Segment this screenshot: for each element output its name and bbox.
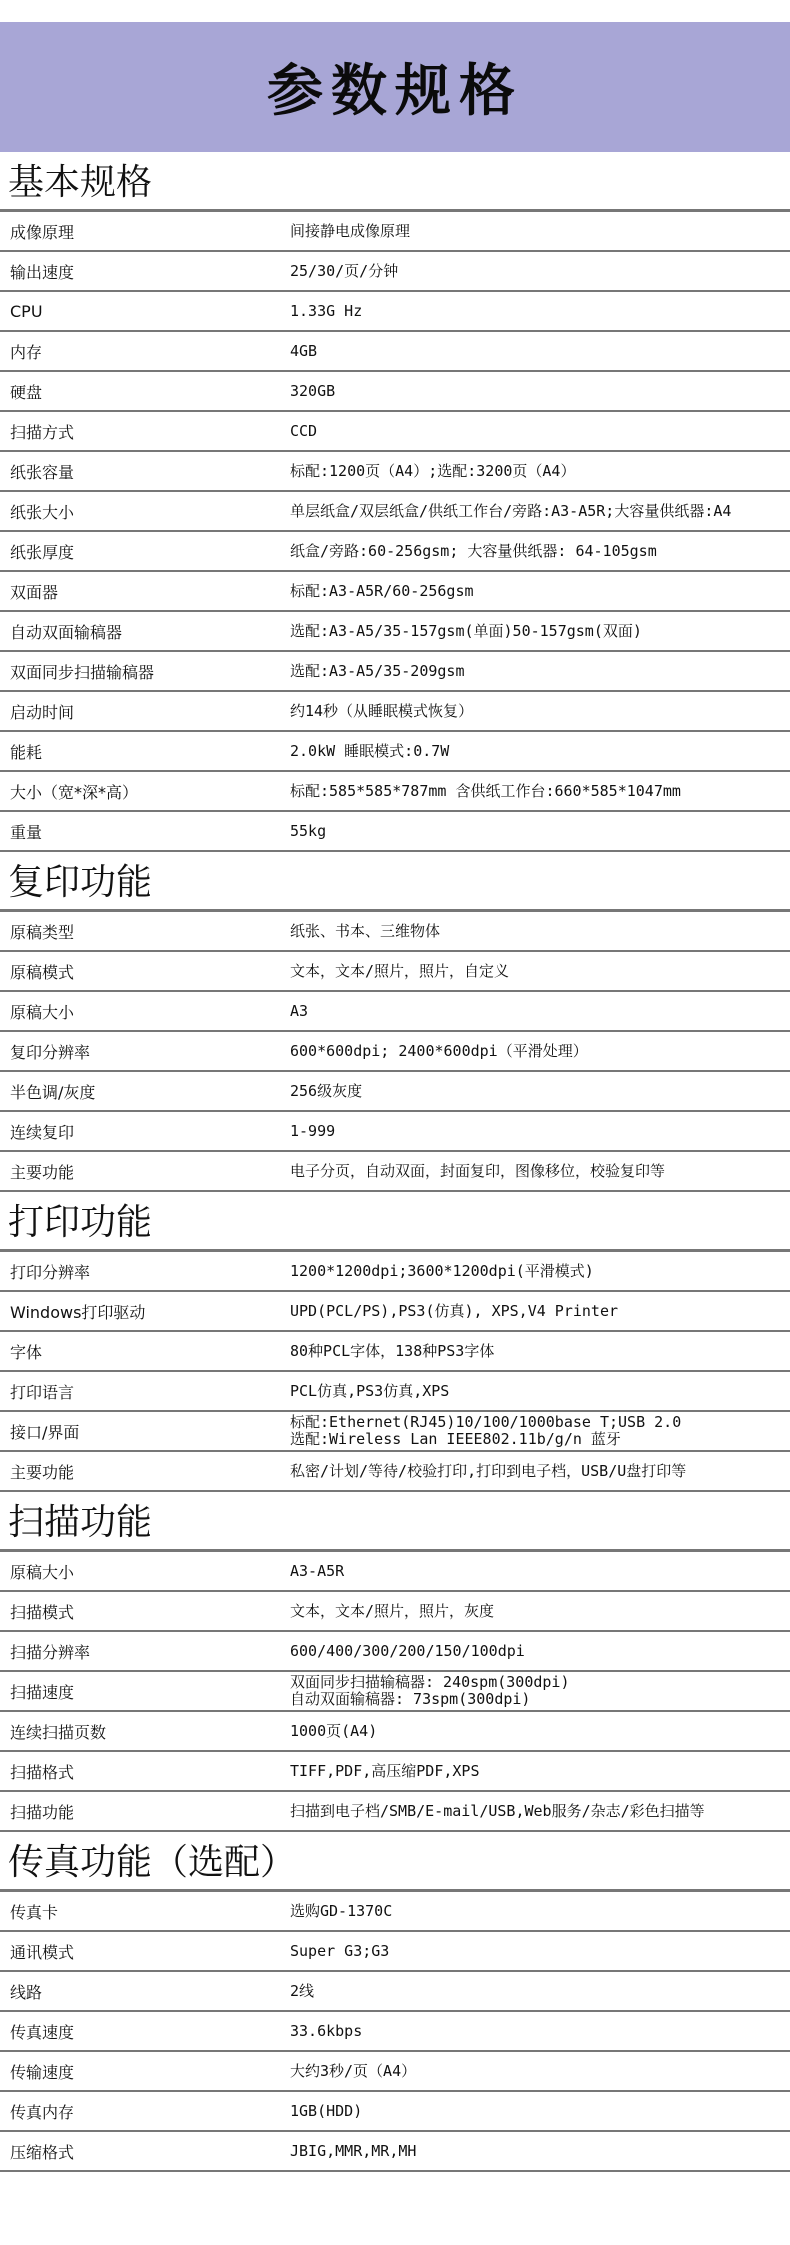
spec-value-line: 双面同步扫描输稿器: 240spm(300dpi)	[290, 1674, 570, 1691]
spec-section	[0, 152, 790, 852]
spec-value	[290, 1674, 790, 1708]
spec-row	[0, 532, 790, 572]
spec-value-line: 80种PCL字体，138种PS3字体	[290, 1342, 495, 1360]
spec-value	[290, 1563, 790, 1580]
spec-label: 硬盘	[10, 382, 43, 402]
spec-label: 传输速度	[10, 2062, 75, 2082]
spec-value	[290, 1414, 790, 1448]
spec-value	[290, 783, 790, 800]
spec-row	[0, 2132, 790, 2172]
spec-row	[0, 2012, 790, 2052]
spec-value-line: 文本，文本/照片，照片，灰度	[290, 1602, 495, 1620]
spec-value	[290, 663, 790, 680]
spec-value	[290, 383, 790, 400]
spec-value	[290, 1803, 790, 1820]
spec-row	[0, 412, 790, 452]
spec-value	[290, 1043, 790, 1060]
spec-value	[290, 1383, 790, 1400]
spec-row	[0, 1752, 790, 1792]
spec-label: 内存	[10, 342, 43, 362]
spec-label: 主要功能	[10, 1162, 75, 1182]
spec-row	[0, 992, 790, 1032]
spec-value-line: 选配:Wireless Lan IEEE802.11b/g/n 蓝牙	[290, 1430, 621, 1448]
spec-value	[290, 1163, 790, 1180]
spec-label: 输出速度	[10, 262, 75, 282]
spec-label: 扫描分辨率	[10, 1642, 91, 1662]
spec-value	[290, 263, 790, 280]
spec-value	[290, 543, 790, 560]
spec-label: 双面同步扫描输稿器	[10, 662, 155, 682]
spec-value	[290, 1123, 790, 1140]
spec-row	[0, 2092, 790, 2132]
spec-label: 主要功能	[10, 1462, 75, 1482]
spec-value-line: 320GB	[290, 382, 336, 400]
spec-row	[0, 612, 790, 652]
spec-value	[290, 223, 790, 240]
spec-row	[0, 1332, 790, 1372]
spec-label: 打印分辨率	[10, 1262, 91, 1282]
spec-value	[290, 823, 790, 840]
spec-value-line: 纸张、书本、三维物体	[290, 922, 441, 940]
spec-section	[0, 1492, 790, 1832]
spec-value	[290, 703, 790, 720]
spec-row	[0, 252, 790, 292]
spec-value	[290, 623, 790, 640]
spec-row	[0, 1152, 790, 1192]
spec-section	[0, 1832, 790, 2172]
spec-row	[0, 1592, 790, 1632]
spec-row	[0, 1252, 790, 1292]
spec-row	[0, 1072, 790, 1112]
spec-label: CPU	[10, 301, 43, 321]
spec-value-line: JBIG,MMR,MR,MH	[290, 2142, 417, 2160]
spec-row	[0, 1032, 790, 1072]
spec-row	[0, 372, 790, 412]
spec-value	[290, 1903, 790, 1920]
spec-label: 大小（宽*深*高）	[10, 782, 139, 802]
spec-value-line: 1GB(HDD)	[290, 2102, 363, 2120]
spec-value-line: 1-999	[290, 1122, 336, 1140]
spec-value-line: 2.0kW 睡眠模式:0.7W	[290, 742, 450, 760]
spec-value-line: 600/400/300/200/150/100dpi	[290, 1642, 525, 1660]
spec-label: 传真卡	[10, 1902, 59, 1922]
spec-value	[290, 343, 790, 360]
spec-label: 纸张大小	[10, 502, 75, 522]
spec-value-line: 标配:A3-A5R/60-256gsm	[290, 582, 474, 600]
spec-row	[0, 1892, 790, 1932]
spec-label: 双面器	[10, 582, 59, 602]
page-banner	[0, 22, 790, 152]
spec-row	[0, 1292, 790, 1332]
spec-value-line: 私密/计划/等待/校验打印,打印到电子档，USB/U盘打印等	[290, 1462, 687, 1480]
spec-value	[290, 1603, 790, 1620]
spec-label: 扫描方式	[10, 422, 75, 442]
spec-label: 自动双面输稿器	[10, 622, 123, 642]
spec-value	[290, 423, 790, 440]
spec-row	[0, 1372, 790, 1412]
spec-value-line: 2线	[290, 1982, 315, 2000]
section-title: 复印功能	[0, 852, 790, 912]
spec-value-line: TIFF,PDF,高压缩PDF,XPS	[290, 1762, 480, 1780]
spec-label: 线路	[10, 1982, 43, 2002]
section-title: 传真功能（选配）	[0, 1832, 790, 1892]
spec-value	[290, 2143, 790, 2160]
spec-value-line: 电子分页，自动双面，封面复印，图像移位，校验复印等	[290, 1162, 666, 1180]
spec-row	[0, 492, 790, 532]
spec-value-line: 约14秒（从睡眠模式恢复）	[290, 702, 474, 720]
spec-value-line: 1000页(A4)	[290, 1722, 378, 1740]
spec-value	[290, 1263, 790, 1280]
spec-value	[290, 503, 790, 520]
spec-value-line: 文本，文本/照片，照片，自定义	[290, 962, 510, 980]
spec-row	[0, 812, 790, 852]
spec-value	[290, 1723, 790, 1740]
spec-label: 连续复印	[10, 1122, 75, 1142]
spec-label: 成像原理	[10, 222, 75, 242]
spec-label: 通讯模式	[10, 1942, 75, 1962]
spec-value-line: 标配:585*585*787mm 含供纸工作台:660*585*1047mm	[290, 782, 681, 800]
spec-value	[290, 1763, 790, 1780]
spec-value	[290, 743, 790, 760]
spec-label: 半色调/灰度	[10, 1082, 96, 1102]
spec-row	[0, 1552, 790, 1592]
spec-label: 纸张厚度	[10, 542, 75, 562]
spec-label: 接口/界面	[10, 1422, 80, 1442]
spec-value-line: 单层纸盒/双层纸盒/供纸工作台/旁路:A3-A5R;大容量供纸器:A4	[290, 502, 732, 520]
spec-label: 打印语言	[10, 1382, 75, 1402]
spec-label: 原稿模式	[10, 962, 75, 982]
spec-row	[0, 2052, 790, 2092]
section-title: 打印功能	[0, 1192, 790, 1252]
spec-value-line: A3-A5R	[290, 1562, 345, 1580]
spec-value-line: 自动双面输稿器: 73spm(300dpi)	[290, 1690, 531, 1708]
spec-row	[0, 1452, 790, 1492]
spec-label: 连续扫描页数	[10, 1722, 107, 1742]
spec-value-line: 选配:A3-A5/35-157gsm(单面)50-157gsm(双面)	[290, 622, 642, 640]
spec-row	[0, 212, 790, 252]
spec-row	[0, 1412, 790, 1452]
section-title: 基本规格	[0, 152, 790, 212]
spec-row	[0, 292, 790, 332]
spec-value-line: UPD(PCL/PS),PS3(仿真), XPS,V4 Printer	[290, 1302, 619, 1320]
spec-value	[290, 1983, 790, 2000]
spec-value	[290, 1083, 790, 1100]
spec-row	[0, 1112, 790, 1152]
spec-row	[0, 452, 790, 492]
spec-label: 压缩格式	[10, 2142, 75, 2162]
spec-row	[0, 772, 790, 812]
spec-label: 扫描格式	[10, 1762, 75, 1782]
spec-value	[290, 2023, 790, 2040]
spec-row	[0, 1972, 790, 2012]
spec-value-line: 选配:A3-A5/35-209gsm	[290, 662, 465, 680]
spec-value-line: A3	[290, 1002, 309, 1020]
spec-value	[290, 2063, 790, 2080]
spec-row	[0, 1712, 790, 1752]
spec-label: 传真速度	[10, 2022, 75, 2042]
spec-value	[290, 583, 790, 600]
spec-value	[290, 1343, 790, 1360]
spec-row	[0, 1632, 790, 1672]
spec-section	[0, 852, 790, 1192]
spec-sections	[0, 152, 790, 2172]
spec-value-line: 600*600dpi; 2400*600dpi（平滑处理）	[290, 1042, 588, 1060]
spec-label: 复印分辨率	[10, 1042, 91, 1062]
spec-value	[290, 2103, 790, 2120]
spec-section	[0, 1192, 790, 1492]
spec-value-line: 间接静电成像原理	[290, 222, 411, 240]
spec-row	[0, 1672, 790, 1712]
spec-value	[290, 303, 790, 320]
spec-label: 原稿大小	[10, 1002, 75, 1022]
spec-value-line: 选购GD-1370C	[290, 1902, 393, 1920]
spec-value-line: 标配:1200页（A4）;选配:3200页（A4）	[290, 462, 576, 480]
spec-value-line: 1200*1200dpi;3600*1200dpi(平滑模式)	[290, 1262, 594, 1280]
spec-value-line: 扫描到电子档/SMB/E-mail/USB,Web服务/杂志/彩色扫描等	[290, 1802, 705, 1820]
spec-value-line: 256级灰度	[290, 1082, 363, 1100]
spec-row	[0, 912, 790, 952]
spec-label: 扫描功能	[10, 1802, 75, 1822]
spec-value	[290, 963, 790, 980]
spec-label: 扫描速度	[10, 1682, 75, 1702]
spec-label: 能耗	[10, 742, 43, 762]
spec-value	[290, 1003, 790, 1020]
spec-value-line: PCL仿真,PS3仿真,XPS	[290, 1382, 450, 1400]
spec-label: 原稿大小	[10, 1562, 75, 1582]
spec-row	[0, 952, 790, 992]
spec-row	[0, 1932, 790, 1972]
page-title: 参数规格	[267, 59, 523, 124]
spec-label: 原稿类型	[10, 922, 75, 942]
spec-value	[290, 1643, 790, 1660]
spec-value-line: 33.6kbps	[290, 2022, 363, 2040]
spec-value	[290, 923, 790, 940]
spec-label: 启动时间	[10, 702, 75, 722]
spec-row	[0, 652, 790, 692]
spec-label: 重量	[10, 822, 43, 842]
spec-label: 传真内存	[10, 2102, 75, 2122]
spec-value-line: 1.33G Hz	[290, 302, 363, 320]
spec-label: 字体	[10, 1342, 43, 1362]
spec-row	[0, 572, 790, 612]
spec-value-line: CCD	[290, 422, 318, 440]
section-title: 扫描功能	[0, 1492, 790, 1552]
spec-value	[290, 1303, 790, 1320]
spec-row	[0, 732, 790, 772]
spec-label: 扫描模式	[10, 1602, 75, 1622]
spec-value-line: 纸盒/旁路:60-256gsm; 大容量供纸器: 64-105gsm	[290, 542, 657, 560]
spec-label: Windows打印驱动	[10, 1302, 146, 1322]
spec-value-line: Super G3;G3	[290, 1942, 390, 1960]
spec-value	[290, 463, 790, 480]
spec-value-line: 标配:Ethernet(RJ45)10/100/1000base T;USB 2.0	[290, 1414, 682, 1431]
spec-value-line: 大约3秒/页（A4）	[290, 2062, 417, 2080]
spec-row	[0, 332, 790, 372]
spec-value-line: 4GB	[290, 342, 318, 360]
spec-value	[290, 1943, 790, 1960]
spec-row	[0, 1792, 790, 1832]
spec-value-line: 55kg	[290, 822, 327, 840]
spec-label: 纸张容量	[10, 462, 75, 482]
spec-value	[290, 1463, 790, 1480]
spec-value-line: 25/30/页/分钟	[290, 262, 399, 280]
spec-row	[0, 692, 790, 732]
